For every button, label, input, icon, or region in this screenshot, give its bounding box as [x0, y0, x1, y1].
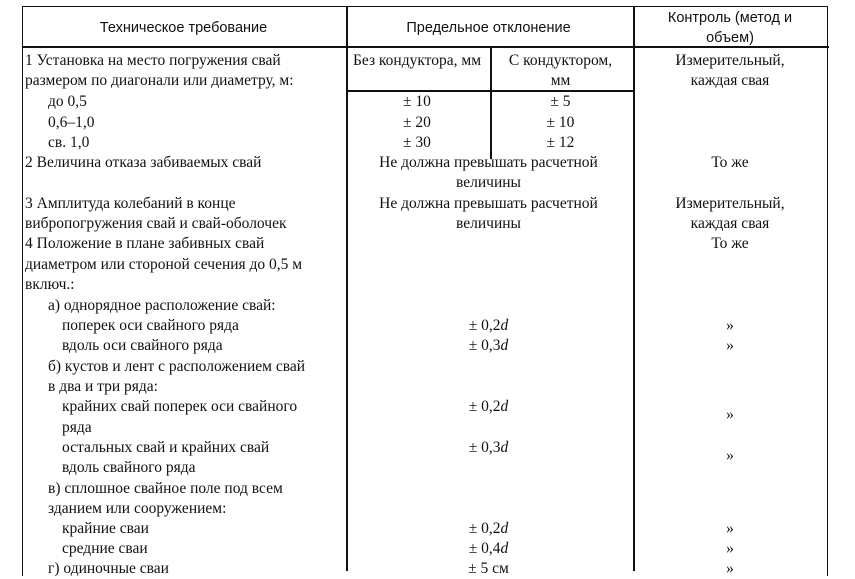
row4-d-value: ± 5 см [468, 560, 509, 577]
col-separator-2 [633, 7, 635, 571]
row3-deviation-line2: величины [456, 215, 521, 232]
row4-requirement-line1: 4 Положение в плане забивных свай [25, 235, 265, 252]
row4-c2-value: ± 0,4d [468, 540, 509, 557]
header-limit-deviation: Предельное отклонение [406, 20, 571, 36]
row4-c-title-line2: зданием или сооружением: [48, 500, 227, 517]
row1-item-label: 0,6–1,0 [48, 114, 95, 131]
subheader-without-conductor: Без кондуктора, мм [352, 52, 482, 69]
row4-d-control: » [726, 560, 734, 577]
row4-requirement-line2: диаметром или стороной сечения до 0,5 м [25, 256, 303, 273]
row1-requirement-line2: размером по диагонали или диаметру, м: [25, 72, 294, 89]
row4-b2-label-line2: вдоль свайного ряда [62, 459, 196, 476]
row4-b-title-line1: б) кустов и лент с расположением свай [48, 358, 306, 375]
row4-d-title: г) одиночные сваи [48, 560, 169, 577]
row2-deviation-line2: величины [456, 174, 521, 191]
row1-item-value-b: ± 12 [546, 134, 575, 151]
row1-item-label: до 0,5 [48, 93, 87, 110]
header-control-line2: объем) [706, 30, 754, 46]
row4-c1-control: » [726, 520, 734, 537]
header-control-line1: Контроль (метод и [667, 10, 793, 26]
subheader-with-conductor-line2: мм [550, 72, 571, 89]
row4-requirement-line3: включ.: [25, 276, 75, 293]
row1-requirement-line1: 1 Установка на место погружения свай [25, 52, 281, 69]
row4-control: То же [711, 235, 749, 252]
row4-b2-value: ± 0,3d [468, 439, 509, 456]
row2-requirement: 2 Величина отказа забиваемых свай [25, 154, 262, 171]
row4-a1-label: поперек оси свайного ряда [62, 317, 239, 334]
header-technical-requirement: Техническое требование [99, 20, 268, 36]
row4-c-title-line1: в) сплошное свайное поле под всем [48, 480, 283, 497]
row4-a1-value: ± 0,2d [468, 317, 509, 334]
row3-control-line2: каждая свая [690, 215, 770, 232]
row1-item-value-a: ± 20 [403, 114, 431, 131]
row1-item-label: св. 1,0 [48, 134, 90, 151]
row4-a2-label: вдоль оси свайного ряда [62, 337, 223, 354]
row3-requirement-line2: вибропогружения свай и свай-оболочек [25, 215, 287, 232]
row4-b1-label-line2: ряда [62, 419, 92, 436]
row4-c2-label: средние сваи [62, 540, 148, 557]
row2-control: То же [711, 154, 749, 171]
row1-item-value-b: ± 5 [550, 93, 571, 110]
row3-deviation-line1: Не должна превышать расчетной [379, 195, 598, 212]
subheader-with-conductor-line1: С кондуктором, [508, 52, 613, 69]
row1-item-value-a: ± 10 [403, 93, 431, 110]
row4-b1-label-line1: крайних свай поперек оси свайного [62, 398, 298, 415]
row3-requirement-line1: 3 Амплитуда колебаний в конце [25, 195, 236, 212]
row3-control-line1: Измерительный, [675, 195, 785, 212]
row4-c1-value: ± 0,2d [468, 520, 509, 537]
row4-b-title-line2: в два и три ряда: [48, 378, 158, 395]
row4-b2-label-line1: остальных свай и крайних свай [62, 439, 270, 456]
row4-a1-control: » [726, 317, 734, 334]
row1-item-value-b: ± 10 [546, 114, 575, 131]
row4-c2-control: » [726, 540, 734, 557]
row4-b2-control: » [726, 447, 734, 464]
row1-control-line1: Измерительный, [675, 52, 785, 69]
row4-b1-value: ± 0,2d [468, 398, 509, 415]
row1-item-value-a: ± 30 [403, 134, 431, 151]
row4-c1-label: крайние сваи [62, 520, 149, 537]
row4-b1-control: » [726, 406, 734, 423]
row1-control-line2: каждая свая [690, 72, 770, 89]
row4-a2-control: » [726, 337, 734, 354]
row4-a2-value: ± 0,3d [468, 337, 509, 354]
row4-a-title: а) однорядное расположение свай: [48, 297, 276, 314]
row2-deviation-line1: Не должна превышать расчетной [379, 154, 598, 171]
